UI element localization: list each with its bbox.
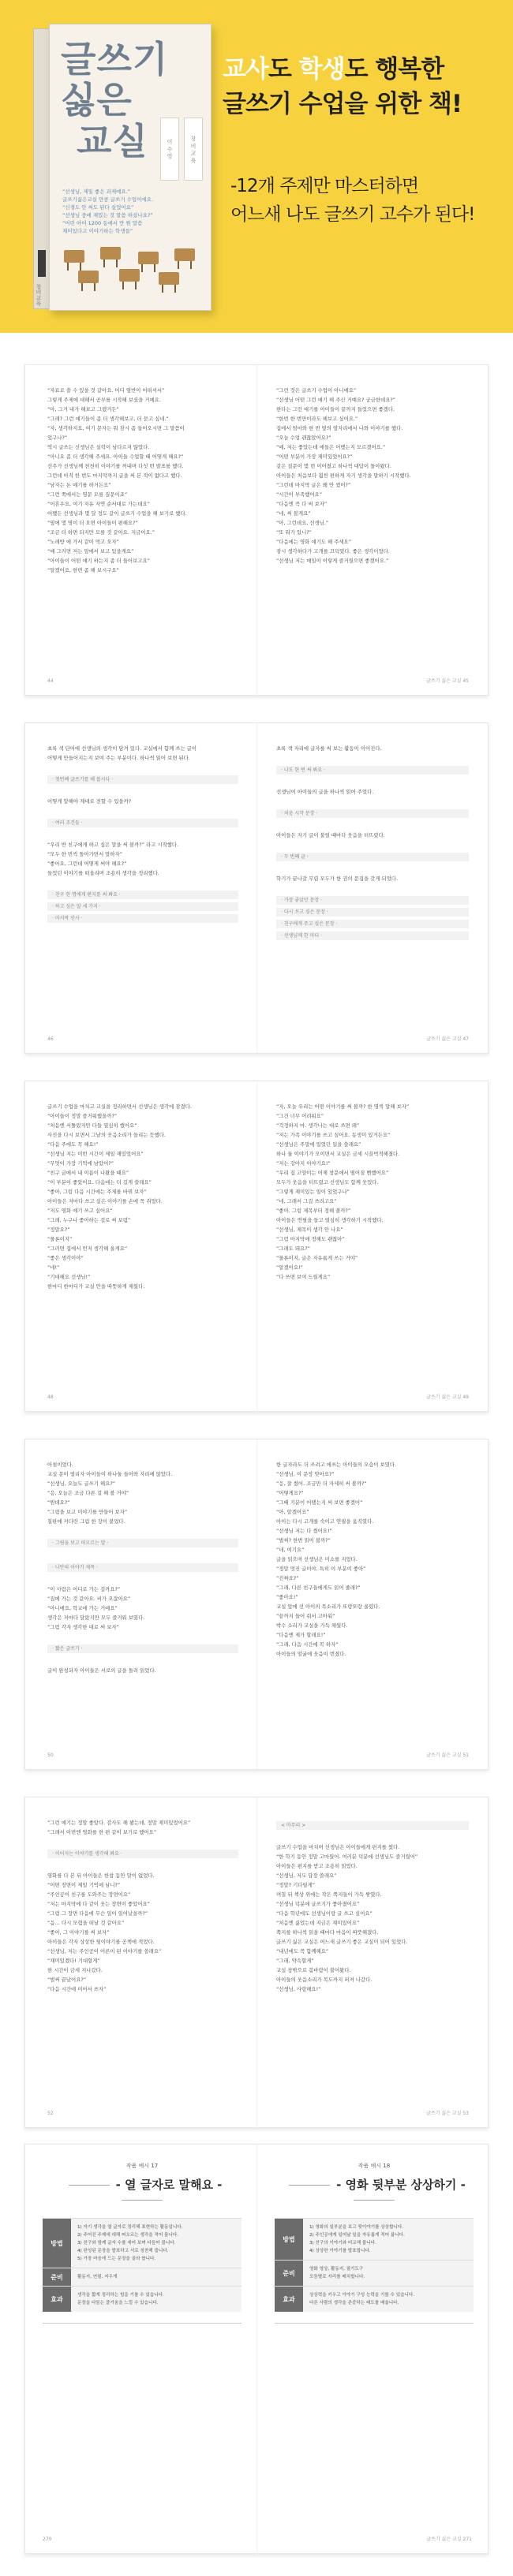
paragraph-gap: [47, 1551, 238, 1560]
text-line: 모두가 웃음을 터뜨렸고 선생님도 함께 웃었다.: [276, 1179, 379, 1185]
text-line: 아침이었다.: [47, 1462, 73, 1468]
text-line: “아니에요, 학교에 가는 거예요”: [47, 1605, 118, 1611]
paragraph-gap: [47, 1861, 238, 1871]
book-quote: 글쓰기싫은교실 만큼 글쓰기 수업이에요.: [62, 196, 154, 203]
worksheet-prompt: · 두 번째 글 ·: [276, 853, 469, 861]
worksheet-prompt: · 처음 시작 문장 ·: [276, 809, 469, 818]
desk: [159, 272, 179, 285]
worksheet-prompt: · 친구에게 주고 싶은 문장 ·: [276, 920, 469, 928]
worksheet-prompt: · 가장 좋았던 문장 ·: [276, 896, 469, 905]
text-line: “그럼 그 장면 다음에 무슨 일이 일어났을까?”: [47, 1910, 148, 1917]
worksheet-row-label: 방법: [43, 2219, 71, 2268]
text-line: “다음 학년에도 선생님이랑 글 쓰고 싶어요”: [276, 1910, 373, 1917]
worksheet-item: 1) 영화의 일부분을 보고 뒷이야기를 상상합니다.: [309, 2225, 404, 2230]
text-line: “다음엔 제가 할래요!”: [276, 1632, 326, 1638]
book-page-right: [257, 723, 489, 1053]
text-line: 아이들은 각자 상상한 뒷이야기를 공책에 적었다.: [47, 1939, 155, 1945]
text-line: “다음 시간에 이어서 쓰자”: [47, 1986, 107, 1992]
text-line: “물론이지”: [47, 1236, 73, 1242]
text-line: “아, 그거 내가 해보고 그랬거든”: [47, 406, 119, 413]
book-quote: “선생님, 제일 좋은 과제예요.”: [62, 189, 131, 195]
worksheet-prompt: · 이어지는 이야기를 생각해 봐요 ·: [47, 1850, 238, 1858]
text-line: “끝까지 들어 줘서 고마워”: [276, 1613, 335, 1619]
page-folio: 글쓰기 싫은 교실 45: [426, 678, 469, 684]
book-cover: [33, 24, 213, 312]
text-line: “네, 써 볼게요”: [276, 510, 311, 517]
text-line: “정말 멋진 글이야. 특히 이 부분이 좋아”: [276, 1566, 366, 1572]
text-line: “응, 잘 썼어. 조금만 더 자세히 써 볼까?”: [276, 1480, 367, 1487]
page-folio: 글쓰기 싫은 교실 53: [426, 2111, 469, 2116]
text-line: “알겠어요, 한번 좀 해 보시구요”: [47, 567, 119, 573]
worksheet-title: - 영화 뒷부분 상상하기 -: [275, 2176, 474, 2207]
text-line: 집에서 엄마와 한 번 옆의 옆자리에서 나와 이야기를 했다.: [276, 425, 403, 431]
text-line: “음… 다시 모험을 떠날 것 같아요”: [47, 1920, 125, 1926]
book-page-left: [25, 1439, 257, 1769]
worksheet-spread: [24, 2144, 489, 2554]
worksheet-item: 모둠별로 자리를 배치합니다.: [309, 2275, 365, 2279]
text-line: “그래, 다른 친구들에게도 읽어 줄래?”: [276, 1585, 361, 1591]
text-line: 초록 색 자리에 글자를 써 보는 활동이 이어진다.: [276, 745, 382, 752]
book-title-line1: 글쓰기 싫은: [61, 38, 169, 121]
text-line: “예, 저는 좋았는데 애들은 어땠는지 모르겠어요.”: [276, 444, 386, 450]
headline-student: 학생: [298, 55, 345, 84]
text-line: “선생님, 오늘도 글쓰기 해요?”: [47, 1480, 116, 1487]
text-line: “다음엔 꼭 다 써 보자”: [276, 501, 328, 507]
worksheet-prompt: < 마무리 >: [276, 1821, 469, 1830]
worksheet-prompt: · 그림을 보고 떠오르는 말 ·: [47, 1539, 238, 1547]
text-line: 학기가 끝나갈 무렵 모두가 한 권의 문집을 갖게 되었다.: [276, 875, 399, 882]
worksheet-row-label: 효과: [275, 2287, 303, 2312]
text-line: “다음에는 영화 얘기도 해 주세요”: [276, 539, 351, 545]
book-page-left: [25, 1798, 257, 2127]
banner-headline: [223, 52, 507, 121]
text-line: “그런데 마지막 글은 왜 안 썼어?”: [276, 482, 351, 488]
worksheet-row-body: [71, 2287, 242, 2312]
book-spine: [33, 28, 51, 309]
text-line: “물론이지, 글은 자유롭게 쓰는 거야”: [276, 1255, 358, 1261]
paragraph-gap: [276, 840, 469, 849]
text-line: “아, 알겠어요”: [276, 1509, 309, 1515]
text-line: “재미있겠다! 기대할게”: [47, 1958, 100, 1964]
worksheet-page-right: [257, 2145, 489, 2553]
worksheet-row-label: 준비: [43, 2268, 71, 2286]
worksheet-item: 영화 영상, 활동지, 필기도구: [309, 2267, 364, 2272]
page-folio: 글쓰기 싫은 교실 271: [426, 2537, 472, 2542]
worksheet-prompt: · 여러 조건들 ·: [47, 819, 238, 827]
text-line: “그럼 마지막에 정해도 괜찮아”: [276, 1236, 345, 1242]
text-line: “뭔데요?”: [47, 1499, 70, 1506]
text-line: “우리 반 친구에게 하고 싶은 말을 써 볼까?” 라고 시작했다.: [47, 842, 179, 848]
worksheet-prompt: · 다시 쓰고 싶은 문장 ·: [276, 908, 469, 917]
text-line: 아이는 다시 고개를 숙이고 연필을 움직였다.: [276, 1518, 374, 1525]
worksheet-prompt: · 마지막 인사 ·: [47, 914, 238, 923]
text-line: “자, 오늘 우리는 어떤 이야기를 써 볼까? 한 명씩 말해 보자”: [276, 1103, 410, 1110]
text-line: “또 뭐가 있니?”: [276, 529, 312, 536]
text-line: 하나 둘 이야기가 모이면서 교실은 금세 시끌벅적해졌다.: [276, 1151, 400, 1157]
book-tags: [160, 118, 203, 181]
headline-part: 도: [268, 55, 299, 84]
worksheet-item: 다른 사람의 생각을 존중하는 태도를 배웁니다.: [309, 2301, 399, 2305]
book-quote: “어린 아이 1200 동에서 만 원 말씀: [62, 220, 143, 226]
book-tag-author: 이 수 영: [160, 118, 179, 181]
book-publisher: 창비교육: [36, 284, 42, 306]
text-line: “선생님은 주말에 있었던 일을 쓸래요”: [276, 1141, 361, 1148]
paragraph-gap: [47, 1837, 238, 1846]
worksheet-row-label: 방법: [275, 2219, 303, 2260]
desk: [138, 252, 159, 264]
text-line: “그런 것은 글쓰기 수업이 아니에요”: [276, 387, 357, 394]
text-line: 아이들은 연필을 들고 열심히 생각하기 시작했다.: [276, 1217, 384, 1223]
desks-illustration: [59, 247, 201, 294]
page-folio: 44: [47, 678, 54, 684]
text-line: 글쓰기 수업을 마치고 교실을 정리하면서 선생님은 생각에 잠겼다.: [47, 1103, 192, 1110]
text-line: “아이들이 정말 즐거워했을까?”: [47, 1113, 118, 1119]
page-folio: 48: [47, 1394, 54, 1400]
headline-teacher: 교사: [223, 55, 268, 84]
text-line: 글쓰기 수업을 마치며 선생님은 아이들에게 편지를 썼다.: [276, 1844, 400, 1850]
text-line: “저는 강아지 이야기요!”: [276, 1160, 331, 1167]
text-line: “그러면 집에서 먼저 생각해 올게요”: [47, 1245, 128, 1252]
text-line: “그래, 누구나 좋아하는 걸로 써 보렴”: [47, 1217, 131, 1223]
worksheet-writing-area: [43, 2323, 242, 2473]
text-line: “그런 쪽에서는 영문 모를 질문이죠”: [47, 491, 128, 498]
paragraph-gap: [47, 787, 238, 797]
text-line: “노래방 에 가서 같이 먹고 오자”: [47, 539, 119, 545]
headline-part: 도 행복한: [344, 55, 444, 84]
worksheet-item: 3) 친구의 이야기와 비교해 봅니다.: [309, 2241, 376, 2246]
worksheet-item: 5) 가장 마음에 드는 문장을 골라 봅니다.: [77, 2257, 156, 2261]
text-line: “저는 마지막에 다 같이 웃는 장면이 좋았어요”: [47, 1901, 150, 1907]
text-line: “남자는 돈 얘기를 하거든요”: [47, 482, 111, 488]
worksheet-row-body: [303, 2261, 474, 2286]
text-line: “주인공이 친구를 도와주는 장면이요”: [47, 1891, 131, 1898]
book-spread: [24, 364, 489, 696]
text-line: 영화를 다 본 뒤 아이들은 한참 동안 말이 없었다.: [47, 1872, 155, 1879]
text-line: “좋아요, 그런데 어떻게 써야 해요?”: [47, 861, 127, 867]
text-line: “처음엔 서툴렀지만 다들 열심히 했어요”: [47, 1122, 137, 1129]
text-line: 한 글자라도 더 쓰려고 애쓰는 아이들의 모습이 보였다.: [276, 1462, 397, 1468]
worksheet-top-label: 작품 예시 18: [358, 2163, 391, 2169]
text-line: 그렇게 주제에 대해서 공부를 시작해 보셨을 거예요.: [47, 397, 161, 403]
text-line: 초록 색 단어에 선생님의 생각이 담겨 있다. 교실에서 함께 쓰는 글이: [47, 745, 197, 752]
book-page-right: [257, 1081, 489, 1411]
text-line: “저도 영화 얘기 쓰고 싶어요”: [47, 1208, 113, 1214]
page-folio: 글쓰기 싫은 교실 51: [426, 1753, 469, 1758]
text-line: “어떤 부분이 가장 재미있었어요?”: [276, 454, 353, 460]
text-line: “무엇이 가장 기억에 남았어?”: [47, 1160, 114, 1167]
text-line: “선생님, 사랑해요!”: [276, 1986, 321, 1992]
text-line: “어떤 장면이 제일 기억에 남니?”: [47, 1882, 121, 1888]
text-line: “시간이 부족했어요”: [276, 491, 323, 498]
text-line: “조금 더 하면 되지만 모를 것 같아요. 지금이요.”: [47, 529, 155, 536]
text-line: 같은 질문이 몇 번 이어졌고 하나씩 대답이 돌아왔다.: [276, 463, 391, 469]
text-line: 한 시간이 금세 지나갔다.: [47, 1967, 103, 1973]
text-line: “예 그러면 저는 앞에서 보고 있을게요”: [47, 548, 134, 554]
text-line: “아니요 좀 더 생각해 주세요. 아이들 수업할 때 어떻게 해요?”: [47, 454, 184, 460]
paragraph-gap: [276, 778, 469, 787]
text-line: “좋은 생각이야”: [47, 1255, 84, 1261]
headline-row2: 글쓰기 수업을 위한 책!: [223, 90, 462, 118]
book-page-left: [25, 723, 257, 1053]
paragraph-gap: [47, 878, 238, 887]
book-spread: [24, 1439, 489, 1770]
text-line: “선생님, 저도 답장 쓸래요”: [276, 1872, 337, 1879]
worksheet-item: 문장을 다듬는 즐거움을 느낄 수 있습니다.: [77, 2301, 159, 2305]
worksheet-item: 활동지, 연필, 지우개: [77, 2275, 118, 2279]
worksheet-row: [43, 2268, 242, 2286]
text-line: 선생님이 아이들의 글을 하나씩 읽어 주었다.: [276, 789, 374, 795]
text-line: “선생님, 저는 주인공이 어른이 된 이야기를 쓸래요”: [47, 1948, 162, 1954]
text-line: “선생님 어떤 그런 얘기 해 주신 거예요? 궁금한데요?”: [276, 397, 396, 403]
text-line: 아이들은 처음보다 훨씬 편하게 자기 생각을 말하기 시작했다.: [276, 472, 411, 479]
worksheet-prompt: · 하고 싶은 말 세 가지 ·: [47, 902, 238, 911]
paragraph-gap: [47, 1526, 238, 1536]
text-line: “좋아. 그럼 제목부터 정해 볼까?”: [276, 1208, 351, 1214]
text-line: 아이들의 얼굴에 웃음이 번졌다.: [276, 1651, 346, 1657]
text-line: “그건 너무 어려워요”: [276, 1113, 324, 1119]
worksheet-row: [275, 2260, 474, 2286]
text-line: 칠판에 커다란 그림 한 장이 붙었다.: [47, 1518, 125, 1525]
book-page-left: [25, 1081, 257, 1411]
desk: [100, 247, 121, 259]
text-line: “이 부분이 좋았어요. 다음에는 더 길게 쓸래요”: [47, 1179, 152, 1185]
page-folio: 270: [43, 2537, 52, 2542]
text-line: “진짜요?”: [276, 1575, 299, 1581]
desk: [78, 271, 99, 283]
subline-row2: 어느새 나도 글쓰기 고수가 된다!: [230, 204, 475, 225]
worksheet-item: 3) 친구와 함께 글자 수를 세어 보며 다듬어 봅니다.: [77, 2241, 176, 2246]
paragraph-gap: [47, 1656, 238, 1666]
text-line: 한마디 한마디가 교실 안을 따뜻하게 채웠다.: [47, 1283, 145, 1290]
worksheet-row-label: 준비: [275, 2261, 303, 2286]
text-line: “좋아, 그럼 다음 시간에는 주제를 바꿔 보자”: [47, 1189, 147, 1195]
text-line: “아이들이 어떤 얘기 하는지 좀 더 들어보고요”: [47, 558, 150, 564]
book-page-right: [257, 1439, 489, 1769]
spine-mark: [38, 250, 46, 277]
book-page-left: [25, 365, 257, 695]
book-page-right: [257, 365, 489, 695]
worksheet-row: [275, 2286, 474, 2312]
text-line: “친구 글에서 내 이름이 나왔을 때요”: [47, 1170, 129, 1176]
text-line: “모두 한 번씩 돌아가면서 말하자”: [47, 851, 122, 857]
text-line: 교실 앞에 선 아이의 목소리가 또랑또랑 울렸다.: [276, 1603, 380, 1610]
text-line: 어쨌든 선생님과 몇 달 정도 같이 글쓰기 수업을 해 보기로 했다.: [47, 510, 187, 517]
worksheet-prompt: · 짧은 글쓰기 ·: [47, 1645, 238, 1653]
worksheet-table: [275, 2218, 474, 2312]
worksheet-item: 생각을 짧게 정리하는 힘을 기를 수 있습니다.: [77, 2293, 164, 2298]
text-line: “선생님 덕분에 글쓰기가 좋아졌어요”: [276, 1901, 360, 1907]
text-line: “그래도 돼요?”: [276, 1245, 310, 1252]
paragraph-gap: [47, 831, 238, 840]
page-folio: 52: [47, 2111, 54, 2116]
text-line: “자료로 쓸 수 있을 것 같아요. 어디 옆반이 어떠셔서”: [47, 387, 165, 394]
worksheet-title: - 열 글자로 말해요 -: [43, 2176, 242, 2207]
text-line: 글이 완성되자 아이들은 서로의 글을 돌려 읽었다.: [47, 1667, 156, 1674]
worksheet-item: 상상력을 키우고 이야기 구성 능력을 기를 수 있습니다.: [309, 2293, 415, 2298]
text-line: “어휴우요, 여기 자유 자연 순서대로 가는데요”: [47, 501, 150, 507]
page-folio: 50: [47, 1753, 54, 1758]
text-line: 한다는 그런 얘기를 아이들이 끝까지 들었으면 좋겠다.: [276, 406, 395, 413]
worksheet-row-body: [303, 2219, 474, 2260]
worksheet-table: [43, 2218, 242, 2312]
text-line: “좋아요!”: [276, 1594, 298, 1600]
paragraph-gap: [276, 864, 469, 874]
text-line: 어떻게 만들어지는지 보여 주는 부분이다. 하나씩 읽어 보면 된다.: [47, 755, 190, 761]
text-line: “알겠어요!”: [276, 1264, 303, 1271]
text-line: “벌써 끝났어요?”: [47, 1977, 87, 1983]
page-folio: 글쓰기 싫은 교실 47: [426, 1036, 469, 1042]
worksheet-prompt: · 첫번째 글쓰기를 해 봅시다 ·: [47, 775, 238, 784]
worksheet-prompt: · 나만의 이야기 제목 ·: [47, 1563, 238, 1572]
worksheet-row: [275, 2218, 474, 2260]
desk: [119, 269, 140, 282]
text-line: “처음엔 싫었는데 지금은 재미있어요”: [276, 1920, 360, 1926]
text-line: 선주가 선생님께 천천히 이야기를 꺼내며 다섯 번 발표를 했다.: [47, 463, 184, 469]
worksheet-item: 2) 주어진 주제에 대해 떠오르는 생각을 적어 봅니다.: [77, 2233, 179, 2238]
paragraph-gap: [276, 883, 469, 893]
book-quotes: [62, 189, 165, 236]
text-line: “다 쓰면 보여 드릴게요”: [276, 1274, 331, 1280]
text-line: “그래, 다음 시간에 꼭 하자”: [276, 1641, 339, 1648]
worksheet-row: [43, 2286, 242, 2312]
text-line: “한 학기 동안 정말 고마웠어. 여러분 덕분에 선생님도 즐거웠어”: [276, 1854, 418, 1860]
text-line: 글을 읽으며 선생님은 미소를 지었다.: [276, 1556, 358, 1562]
text-line: 아이들은 저마다 쓰고 싶은 이야기를 손에 꼭 쥐었다.: [47, 1198, 163, 1204]
book-spread: [24, 1797, 489, 2128]
desk: [64, 250, 84, 263]
text-line: 어떻게 말해야 제대로 전할 수 있을까?: [47, 798, 132, 805]
text-line: “그렇게 재미있는 일이 있었구나”: [276, 1189, 350, 1195]
text-line: “내년에도 꼭 함께해요”: [276, 1948, 329, 1954]
text-line: 글쓰기 싫은 교실은 어느새 글쓰기 좋은 교실이 되어 있었다.: [276, 1939, 408, 1945]
desk: [174, 248, 195, 261]
text-line: 역시 글쓰는 선생님은 실력이 남다르지 않았다.: [47, 444, 150, 450]
book-quote: “선생님 중에 재밌는 것 말씀 하셨나요?”: [62, 212, 153, 218]
text-line: “네!”: [47, 1264, 60, 1271]
text-line: “이 사람은 어디로 가는 걸까요?”: [47, 1586, 121, 1592]
text-line: “선생님, 이 문장 맞아요?”: [276, 1471, 335, 1477]
worksheet-item: 4) 완성된 문장을 발표하고 서로 칭찬해 줍니다.: [77, 2249, 169, 2253]
text-line: 교실 문이 열리자 아이들이 하나둘 들어와 자리에 앉았다.: [47, 1471, 173, 1477]
text-line: “네, 여기요”: [276, 1547, 305, 1553]
text-line: “그때 기분이 어땠는지 써 보면 좋겠어”: [276, 1499, 363, 1506]
text-line: 쪽지를 하나씩 읽을 때마다 마음이 따뜻해졌다.: [276, 1929, 379, 1936]
worksheet-row-body: [71, 2268, 242, 2286]
text-line: “집에 가는 것 같아요. 비가 오잖아요”: [47, 1596, 131, 1602]
banner-subline: [230, 172, 507, 229]
text-line: “걱정하지 마. 생각나는 대로 쓰면 돼”: [276, 1122, 360, 1129]
paragraph-gap: [47, 806, 238, 816]
book-title-line2: 교실: [77, 120, 148, 162]
text-line: “그림을 보고 이야기를 만들어 보자”: [47, 1509, 128, 1515]
worksheet-prompt: · 친구 한 명에게 편지를 써 봐요 ·: [47, 890, 238, 899]
paragraph-gap: [276, 797, 469, 806]
text-line: “우리 집 고양이는 어제 창문에서 떨어질 뻔했어요”: [276, 1170, 389, 1176]
book-quote: “신경도 안 써도 된다 싶었어요”: [62, 204, 134, 211]
text-line: “기대해요 선생님!”: [47, 1274, 91, 1280]
worksheet-prompt: · 선생님께 한 마디 ·: [276, 931, 469, 940]
page-folio: 46: [47, 1036, 54, 1042]
worksheet-top-label: 작품 예시 17: [125, 2163, 159, 2169]
text-line: “선생님 저는 다 썼어요!”: [276, 1528, 332, 1534]
text-line: “그런 얘기는 정말 좋았다. 감사도 해 봤는데, 정말 재미있었어요”: [47, 1820, 191, 1826]
promo-banner: [0, 0, 513, 333]
text-line: “다음 주에도 꼭 해요!”: [47, 1141, 99, 1148]
text-line: “그래? 그런 얘기들이 좀 더 생각해보고, 더 묻고 싶네.”: [47, 416, 169, 422]
text-line: 아이들은 편지를 받고 조용히 읽었다.: [276, 1863, 358, 1869]
book-front: [49, 24, 212, 311]
text-line: 었구나?”: [47, 435, 68, 441]
book-spread: [24, 1081, 489, 1412]
worksheet-prompt: · 나도 한 번 써 봐요 ·: [276, 766, 469, 775]
paragraph-gap: [47, 1575, 238, 1585]
text-line: “응, 오늘은 조금 다른 걸 해 볼 거야”: [47, 1490, 129, 1496]
worksheet-item: 2) 주인공에게 일어날 일을 자유롭게 적어 봅니다.: [309, 2233, 405, 2238]
text-line: “아, 그런데요, 선생님.”: [276, 520, 329, 526]
paragraph-gap: [276, 753, 469, 763]
text-line: “선생님 저는 이번 시간이 제일 재밌었어요”: [47, 1151, 144, 1157]
text-line: 들었던 이야기를 떠올리며 조용히 생각을 정리했다.: [47, 870, 159, 876]
worksheet-row-body: [71, 2219, 242, 2268]
worksheet-item: 4) 상상한 이야기를 발표합니다.: [309, 2249, 371, 2253]
text-line: “정말? 기다릴게”: [276, 1882, 316, 1888]
text-line: “옆에 몇 명이 더 오면 아이들이 편해요?”: [47, 520, 138, 526]
text-line: “한번 한 번만이라도 해보고 싶어요.”: [276, 416, 358, 422]
text-line: 아이들의 웃음소리가 복도까지 퍼져 나갔다.: [276, 1977, 373, 1983]
text-line: “좋아, 그 이야기를 써 보자”: [47, 1929, 110, 1936]
text-line: “그래, 약속할게”: [276, 1958, 314, 1964]
paragraph-gap: [276, 1833, 469, 1842]
worksheet-row-label: 효과: [43, 2287, 71, 2312]
worksheet-row: [43, 2218, 242, 2268]
subline-row1: -12개 주제만 마스터하면: [230, 176, 419, 196]
text-line: “저는 가족 이야기를 쓰고 싶어요. 동생이 있거든요”: [276, 1132, 391, 1138]
book-tag-series: 창 비 교 육: [184, 118, 203, 181]
text-line: 생각은 저마다 달랐지만 모두 즐거워 보였다.: [47, 1615, 145, 1621]
worksheet-writing-area: [275, 2323, 474, 2473]
paragraph-gap: [47, 1632, 238, 1641]
text-line: “선생님 저는 매일이 이렇게 즐거웠으면 좋겠어요.”: [276, 558, 389, 564]
text-line: “그럼 각자 생각한 대로 써 보자”: [47, 1624, 119, 1630]
worksheet-item: 1) 자기 생각을 열 글자로 정리해 표현하는 활동입니다.: [77, 2225, 183, 2230]
text-line: 아이들은 자기 글이 불릴 때마다 웃음을 터뜨렸다.: [276, 832, 385, 838]
text-line: “네, 그래서 그걸 쓰려고요”: [276, 1198, 337, 1204]
text-line: “선생님, 제목이 생각 안 나요”: [276, 1226, 343, 1233]
page-folio: 글쓰기 싫은 교실 49: [426, 1394, 469, 1400]
text-line: “자, 생각하지요, 여기 문자는 뭐 잠시 좀 들어오시면 그 말씀이: [47, 425, 185, 431]
text-line: 그런데 아직 한 번도 마지막까지 글을 써 본 적이 없다고 했다.: [47, 472, 182, 479]
text-line: 교실 창밖으로 봄바람이 불어왔다.: [276, 1967, 351, 1973]
text-line: 며칠 뒤 책상 위에는 작은 쪽지들이 가득 쌓였다.: [276, 1891, 382, 1898]
worksheet-page-left: [25, 2145, 257, 2553]
book-quote: 재미있다고 이야기하는 학생들”: [62, 228, 133, 234]
text-line: 잠시 생각하다가 고개를 끄덕였다. 좋은 생각이었다.: [276, 548, 390, 554]
text-line: “어떻게요?”: [276, 1490, 304, 1496]
text-line: “오늘 수업 괜찮았어요?”: [276, 435, 331, 441]
text-line: 박수 소리가 교실을 가득 채웠다.: [276, 1622, 348, 1629]
paragraph-gap: [276, 821, 469, 831]
text-line: 사진을 다시 보면서 그날의 웃음소리가 들리는 듯했다.: [47, 1132, 167, 1138]
book-page-right: [257, 1798, 489, 2127]
paragraph-gap: [47, 763, 238, 772]
text-line: “그래서 이번엔 영화를 한 편 같이 보기로 했어요”: [47, 1829, 157, 1835]
text-line: “벌써? 한번 읽어 볼까?”: [276, 1537, 331, 1544]
worksheet-row-body: [303, 2287, 474, 2312]
book-spread: [24, 722, 489, 1054]
text-line: “정말요?”: [47, 1226, 70, 1233]
